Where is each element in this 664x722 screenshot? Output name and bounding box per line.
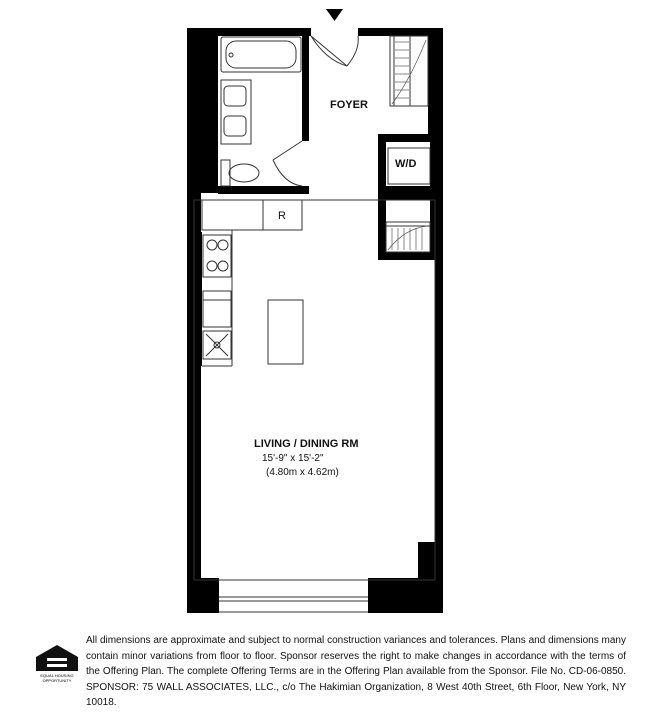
stove-icon — [203, 235, 231, 277]
wd-label: W/D — [395, 158, 417, 170]
equal-housing-logo-icon — [33, 643, 81, 683]
logo-text-line2: OPPORTUNITY — [42, 678, 72, 683]
bathroom-fixtures — [221, 37, 302, 186]
logo-text-line1: EQUAL HOUSING — [40, 673, 74, 678]
refrigerator-label: R — [278, 210, 286, 222]
walls — [187, 28, 443, 613]
dishwasher-icon — [203, 291, 231, 327]
entry-arrow-icon — [326, 9, 343, 21]
interior-lines — [194, 36, 435, 612]
living-room-dims-metric: (4.80m x 4.62m) — [266, 467, 339, 478]
disclaimer-text: All dimensions are approximate and subject to normal construction variances and tolerances. Plans and dimensions many contain minor variations from floor to floor. Sponsor reserves the right to make changes in accordance with the terms of the Offering Plan. The complete Offering Terms are in the Offering Plan available from the Sponsor. File No. CD-06-0850. SPONSOR: 75 WALL ASSOCIATES, LLC., c/o The Hakimian Organization, 8 West 40th Street, 6th Floor, New York, NY 10018. — [86, 635, 626, 709]
living-room-label: LIVING / DINING RM — [254, 438, 359, 450]
entry-door — [311, 36, 358, 66]
kitchen-sink-icon — [203, 331, 231, 359]
foyer-label: FOYER — [330, 99, 368, 111]
living-room-dims-imperial: 15'-9" x 15'-2" — [262, 453, 324, 464]
